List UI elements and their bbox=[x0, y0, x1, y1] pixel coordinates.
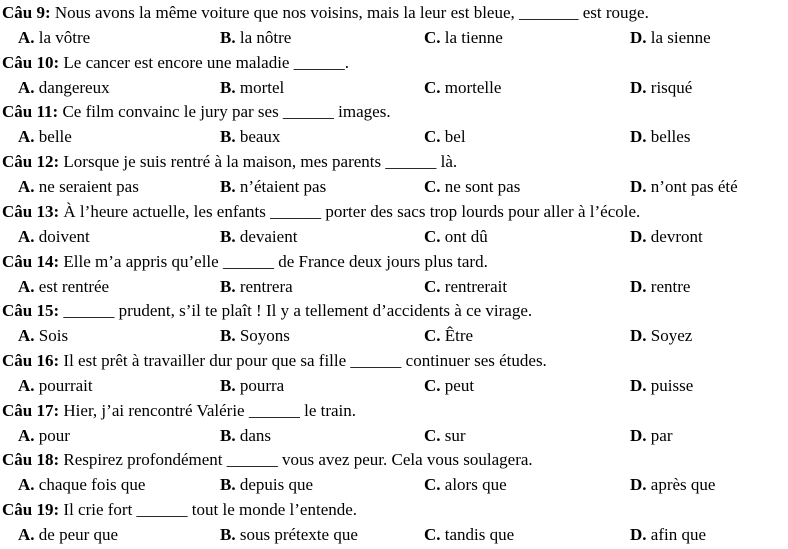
option-text: peut bbox=[440, 375, 475, 395]
option-letter: C. bbox=[424, 28, 441, 47]
option-letter: C. bbox=[424, 525, 441, 544]
option-letter: B. bbox=[220, 276, 236, 296]
option-letter: B. bbox=[220, 226, 236, 246]
question-stem bbox=[2, 51, 349, 75]
question-block bbox=[2, 200, 788, 250]
answer-option bbox=[18, 225, 90, 249]
option-letter: C. bbox=[424, 326, 441, 346]
option-text: beaux bbox=[235, 127, 281, 147]
option-text: Soyez bbox=[646, 326, 693, 346]
option-text: Soyons bbox=[235, 326, 290, 346]
question-text: ______ prudent, s’il te plaît ! Il y a tellement d’accidents à ce virage. bbox=[59, 301, 533, 321]
question-block bbox=[2, 399, 788, 449]
option-letter: C. bbox=[424, 226, 441, 246]
option-letter: A. bbox=[18, 276, 35, 296]
answer-option bbox=[630, 324, 692, 348]
answer-option bbox=[424, 26, 503, 50]
answer-option bbox=[630, 125, 690, 149]
question-block bbox=[2, 250, 788, 300]
answer-option bbox=[424, 473, 507, 497]
question-number: Câu 17: bbox=[2, 400, 60, 420]
option-text: devront bbox=[646, 226, 703, 246]
option-letter: A. bbox=[18, 326, 35, 346]
option-letter: A. bbox=[18, 375, 35, 395]
option-text: n’ont pas été bbox=[646, 177, 738, 197]
option-text: sur bbox=[440, 425, 466, 445]
answer-option bbox=[220, 76, 284, 100]
question-stem bbox=[2, 250, 488, 274]
answer-option bbox=[18, 473, 145, 497]
option-text: alors que bbox=[440, 475, 507, 495]
answer-option bbox=[220, 175, 326, 199]
option-text: pourra bbox=[235, 375, 285, 395]
option-text: dangereux bbox=[34, 77, 110, 97]
answer-option bbox=[424, 76, 501, 100]
question-block bbox=[2, 150, 788, 200]
option-letter: D. bbox=[630, 177, 647, 197]
question-number: Câu 11: bbox=[2, 102, 59, 122]
option-text: doivent bbox=[34, 226, 90, 246]
answer-option bbox=[630, 275, 690, 299]
question-text: Elle m’a appris qu’elle ______ de France deux jours plus tard. bbox=[59, 251, 488, 271]
answer-option bbox=[18, 374, 93, 398]
option-letter: D. bbox=[630, 127, 647, 147]
option-letter: D. bbox=[630, 276, 647, 296]
answer-option bbox=[18, 26, 90, 50]
option-text: mortel bbox=[235, 77, 285, 97]
option-text: rentrerait bbox=[440, 276, 508, 296]
option-letter: A. bbox=[18, 177, 35, 197]
option-letter: C. bbox=[424, 475, 441, 495]
option-text: par bbox=[646, 425, 673, 445]
question-number: Câu 10: bbox=[2, 52, 60, 72]
option-text: bel bbox=[440, 127, 466, 147]
option-letter: C. bbox=[424, 375, 441, 395]
answer-option bbox=[424, 275, 507, 299]
question-stem bbox=[2, 498, 357, 522]
option-letter: B. bbox=[220, 525, 236, 544]
answer-option bbox=[630, 374, 693, 398]
question-stem bbox=[2, 100, 391, 124]
option-letter: C. bbox=[424, 425, 441, 445]
question-block bbox=[2, 448, 788, 498]
option-letter: A. bbox=[18, 77, 35, 97]
question-text: Il crie fort ______ tout le monde l’entende. bbox=[59, 500, 358, 519]
question-block bbox=[2, 51, 788, 101]
option-text: ont dû bbox=[440, 226, 488, 246]
question-text: Respirez profondément ______ vous avez peur. Cela vous soulagera. bbox=[59, 450, 533, 470]
question-number: Câu 14: bbox=[2, 251, 60, 271]
question-stem bbox=[2, 299, 532, 323]
question-stem bbox=[2, 200, 640, 224]
option-text: pourrait bbox=[34, 375, 93, 395]
question-number: Câu 15: bbox=[2, 301, 60, 321]
option-text: pour bbox=[34, 425, 70, 445]
option-letter: A. bbox=[18, 425, 35, 445]
option-letter: B. bbox=[220, 77, 236, 97]
answer-option bbox=[220, 125, 280, 149]
question-stem bbox=[2, 1, 649, 25]
option-text: ne seraient pas bbox=[34, 177, 139, 197]
question-number: Câu 12: bbox=[2, 152, 60, 172]
option-text: belle bbox=[34, 127, 72, 147]
question-text: Le cancer est encore une maladie ______. bbox=[59, 52, 349, 72]
option-letter: B. bbox=[220, 177, 236, 197]
answer-option bbox=[220, 324, 290, 348]
question-number: Câu 18: bbox=[2, 450, 60, 470]
option-text: de peur que bbox=[34, 525, 119, 544]
option-text: afin que bbox=[646, 525, 707, 544]
option-letter: A. bbox=[18, 525, 35, 544]
answer-option bbox=[220, 26, 291, 50]
option-text: risqué bbox=[646, 77, 693, 97]
option-text: chaque fois que bbox=[34, 475, 146, 495]
answer-option bbox=[18, 275, 109, 299]
answer-option bbox=[424, 125, 466, 149]
answer-option bbox=[630, 424, 673, 448]
option-letter: C. bbox=[424, 127, 441, 147]
answer-option bbox=[424, 175, 520, 199]
option-letter: D. bbox=[630, 77, 647, 97]
answer-option bbox=[630, 523, 706, 547]
option-letter: C. bbox=[424, 276, 441, 296]
option-text: tandis que bbox=[440, 525, 515, 544]
question-stem bbox=[2, 399, 356, 423]
answer-option bbox=[220, 473, 313, 497]
question-text: Lorsque je suis rentré à la maison, mes parents ______ là. bbox=[59, 152, 458, 172]
option-text: après que bbox=[646, 475, 716, 495]
answer-option bbox=[424, 374, 474, 398]
question-block bbox=[2, 349, 788, 399]
option-letter: A. bbox=[18, 127, 35, 147]
option-text: la nôtre bbox=[235, 28, 292, 47]
option-letter: B. bbox=[220, 425, 236, 445]
question-stem bbox=[2, 150, 457, 174]
question-block bbox=[2, 299, 788, 349]
question-block bbox=[2, 498, 788, 548]
question-number: Câu 16: bbox=[2, 350, 60, 370]
answer-option bbox=[18, 175, 139, 199]
option-letter: D. bbox=[630, 375, 647, 395]
option-text: Sois bbox=[34, 326, 69, 346]
option-letter: D. bbox=[630, 425, 647, 445]
option-letter: D. bbox=[630, 326, 647, 346]
question-stem bbox=[2, 448, 533, 472]
option-letter: A. bbox=[18, 475, 35, 495]
answer-option bbox=[424, 424, 466, 448]
option-letter: D. bbox=[630, 226, 647, 246]
answer-option bbox=[630, 175, 738, 199]
answer-option bbox=[18, 424, 70, 448]
option-text: devaient bbox=[235, 226, 298, 246]
option-text: la vôtre bbox=[34, 28, 91, 47]
option-letter: B. bbox=[220, 28, 236, 47]
option-text: dans bbox=[235, 425, 272, 445]
option-letter: B. bbox=[220, 326, 236, 346]
question-text: Ce film convainc le jury par ses ______ images. bbox=[58, 102, 391, 122]
question-number: Câu 19: bbox=[2, 500, 60, 519]
answer-option bbox=[18, 125, 72, 149]
option-letter: C. bbox=[424, 77, 441, 97]
question-block bbox=[2, 1, 788, 51]
option-letter: A. bbox=[18, 28, 35, 47]
option-text: rentrera bbox=[235, 276, 293, 296]
question-text: À l’heure actuelle, les enfants ______ porter des sacs trop lourds pour aller à l’école. bbox=[59, 201, 641, 221]
option-text: puisse bbox=[646, 375, 694, 395]
option-text: la tienne bbox=[440, 28, 503, 47]
question-number: Câu 13: bbox=[2, 201, 60, 221]
answer-option bbox=[424, 523, 514, 547]
option-text: rentre bbox=[646, 276, 691, 296]
option-letter: B. bbox=[220, 375, 236, 395]
answer-option bbox=[424, 324, 473, 348]
answer-option bbox=[18, 324, 68, 348]
answer-option bbox=[18, 76, 110, 100]
answer-option bbox=[630, 473, 715, 497]
answer-option bbox=[424, 225, 488, 249]
option-letter: B. bbox=[220, 127, 236, 147]
answer-option bbox=[220, 523, 358, 547]
option-letter: D. bbox=[630, 475, 647, 495]
option-letter: C. bbox=[424, 177, 441, 197]
option-text: mortelle bbox=[440, 77, 502, 97]
answer-option bbox=[220, 424, 271, 448]
option-letter: B. bbox=[220, 475, 236, 495]
question-number: Câu 9: bbox=[2, 3, 51, 22]
question-block bbox=[2, 100, 788, 150]
answer-option bbox=[220, 225, 297, 249]
option-text: est rentrée bbox=[34, 276, 110, 296]
question-text: Hier, j’ai rencontré Valérie ______ le train. bbox=[59, 400, 357, 420]
option-text: la sienne bbox=[646, 28, 711, 47]
answer-option bbox=[220, 374, 284, 398]
question-text: Nous avons la même voiture que nos voisins, mais la leur est bleue, _______ est rouge. bbox=[50, 3, 649, 22]
option-text: n’étaient pas bbox=[235, 177, 327, 197]
question-stem bbox=[2, 349, 547, 373]
option-text: ne sont pas bbox=[440, 177, 521, 197]
answer-option bbox=[220, 275, 293, 299]
answer-option bbox=[18, 523, 118, 547]
option-text: depuis que bbox=[235, 475, 314, 495]
option-text: belles bbox=[646, 127, 691, 147]
option-letter: D. bbox=[630, 525, 647, 544]
answer-option bbox=[630, 225, 703, 249]
option-letter: D. bbox=[630, 28, 647, 47]
option-text: sous prétexte que bbox=[235, 525, 358, 544]
answer-option bbox=[630, 26, 711, 50]
option-text: Être bbox=[440, 326, 474, 346]
question-text: Il est prêt à travailler dur pour que sa fille ______ continuer ses études. bbox=[59, 350, 547, 370]
answer-option bbox=[630, 76, 692, 100]
option-letter: A. bbox=[18, 226, 35, 246]
